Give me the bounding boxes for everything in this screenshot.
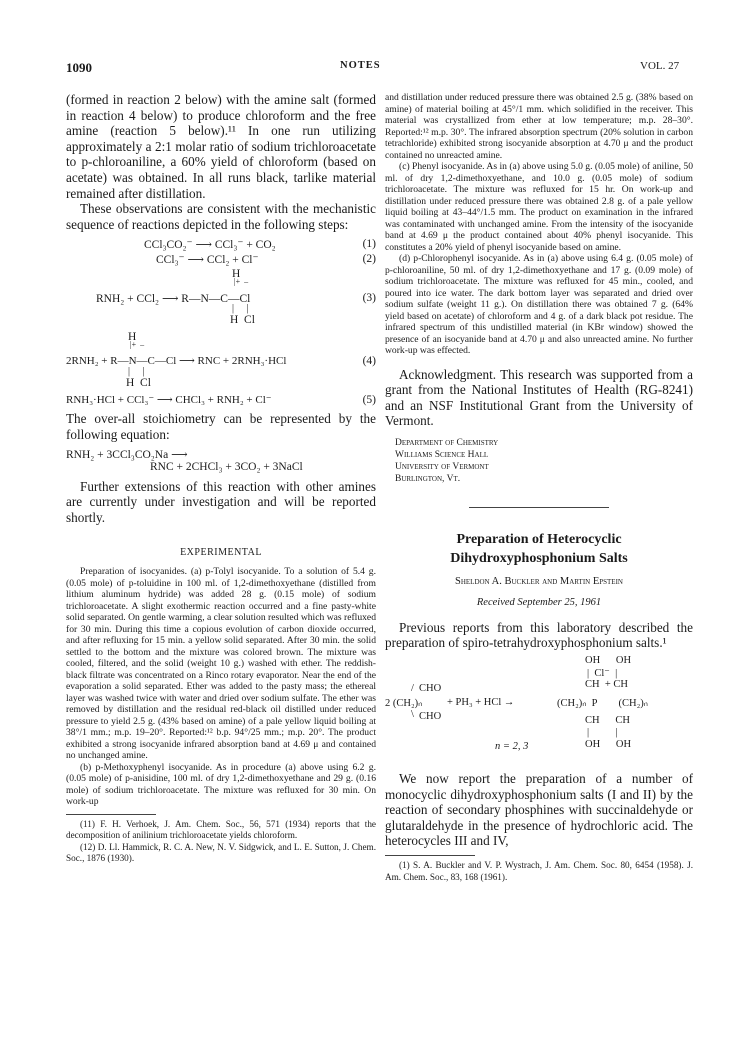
- authors: Sheldon A. Buckler and Martin Epstein: [455, 575, 623, 587]
- left-column: [66, 92, 376, 865]
- paragraph: Previous reports from this laboratory described the preparation of spiro-tetrahydroxyphosphonium salts.¹: [385, 619, 693, 651]
- footnote-12: (12) D. Ll. Hammick, R. C. A. New, N. V. Sidgwick, and L. E. Sutton, J. Chem. Soc., 1876 (1930).: [66, 841, 376, 864]
- paragraph: We now report the preparation of a number of monocyclic dihydroxyphosphonium salts (I and II) by the reaction of secondary phosphines with succinaldehyde or glutaraldehyde in the presence of hydrochloric acid. The heterocycles III and IV,: [385, 771, 693, 849]
- equation-3: RNH₂ + CCl₂ ⟶ R—N—C—Cl (3): [96, 291, 376, 305]
- experimental-paragraph: (c) Phenyl isocyanide. As in (a) above using 5.0 g. (0.05 mole) of aniline, 50 ml. of dry 1,2-dimethoxyethane, and 10.0 g. (0.05 mole) of sodium trichloroacetate. The mixture was refluxed for 15 hr. On work-up and distillation under reduced pressure there was obtained 2.8 g. of a pale yellow liquid boiling at 43–44°/1.5 mm. The product on examination in the infrared was contaminated with unchanged amine. From the intensity of the isocyanide band at 4.69 μ the product contained about 40% phenyl isocyanide. This constitutes a 20% yield of phenyl isocyanide based on amine.: [385, 161, 693, 253]
- paragraph: The over-all stoichiometry can be represented by the following equation:: [66, 411, 376, 442]
- received-date: Received September 25, 1961: [476, 596, 602, 608]
- right-column: [385, 92, 693, 883]
- experimental-paragraph: (b) p-Methoxyphenyl isocyanide. As in procedure (a) above using 6.2 g. (0.05 mole) of p-anisidine, 100 ml. of dry 1,2-dimethoxyethane and 29 g. (0.16 mole) of sodium trichloroacetate. The mixture was refluxed for 30 min. On work-up: [66, 761, 376, 808]
- volume-label: VOL. 27: [640, 60, 680, 72]
- article-title: Dihydroxyphosphonium Salts: [450, 550, 628, 566]
- paragraph: (formed in reaction 2 below) with the amine salt (formed in reaction 4 below) to produce chloroform and the free amine (reaction 5 below).¹¹ In one run utilizing approximately a 2:1 molar ratio of sodium trichloroacetate to p-chloroaniline, a 60% yield of chloroform (based on acetate) was obtained. In all runs black, tarlike material remained after distillation.: [66, 92, 376, 201]
- running-head: NOTES: [340, 60, 381, 71]
- equation-4: 2RNH₂ + R—N—C—Cl ⟶ RNC + 2RNH₃·HCl (4): [66, 354, 376, 368]
- affiliation: Department of Chemistry Williams Science Hall University of Vermont Burlington, Vt.: [395, 437, 499, 484]
- paragraph: These observations are consistent with the mechanistic sequence of reactions depicted in the following steps:: [66, 201, 376, 232]
- equation-2: CCl₃⁻ ⟶ CCl₂ + Cl⁻ (2): [156, 252, 376, 266]
- reaction-scheme: OH OH | Cl⁻ | CH + CH CHO / 2 (CH₂)ₙ + PH₃ + HCl → (CH₂)ₙ P (CH₂)ₙ \ CHO CH CH | | OH OH n = 2, 3: [385, 655, 648, 753]
- footnote-rule: [385, 855, 475, 856]
- overall-equation: RNH₂ + 3CCl₃CO₂Na ⟶ RNC + 2CHCl₃ + 3CO₂ + 3NaCl: [66, 448, 303, 473]
- reaction-scheme: CCl₃CO₂⁻ ⟶ CCl₃⁻ + CO₂ (1) CCl₃⁻ ⟶ CCl₂ + Cl⁻ (2) H |+ – RNH₂ + CCl₂ ⟶ R—N—C—Cl (3) | | H Cl H |+ – 2RNH₂ + R—N—C—Cl ⟶ RNC + 2RNH₃·HCl (4) | | H Cl RNH₃·HCl + CCl₃⁻ ⟶ CHCl₃ + RNH₂ + Cl⁻ (5): [66, 237, 376, 407]
- paragraph: Further extensions of this reaction with other amines are currently under investigation and will be reported shortly.: [66, 478, 376, 525]
- page-number: 1090: [66, 60, 92, 75]
- footnote-11: (11) F. H. Verhoek, J. Am. Chem. Soc., 56, 571 (1934) reports that the decomposition of anilinium trichloroacetate yields chloroform.: [66, 818, 376, 841]
- acknowledgment: Acknowledgment. This research was supported from a grant from the National Institutes of Health (RG-8241) and an NSF Institutional Grant from the University of Vermont.: [385, 366, 693, 429]
- experimental-paragraph: and distillation under reduced pressure there was obtained 2.5 g. (38% based on amine) of material boiling at 45°/1 mm. which solidified in the receiver. This material was crystallized from ether at low temperature; m.p. 28–30°. Reported:¹² m.p. 30°. The infrared absorption spectrum (20% solution in carbon tetrachloride) exhibited strong isocyanide absorption at 4.70 μ and the product contained no unreacted amine.: [385, 92, 693, 161]
- equation-1: CCl₃CO₂⁻ ⟶ CCl₃⁻ + CO₂ (1): [144, 237, 376, 251]
- experimental-paragraph: (d) p-Chlorophenyl isocyanide. As in (a) above using 6.4 g. (0.05 mole) of p-chloroaniline, 50 ml. of dry 1,2-dimethoxyethane and 17 g. (0.09 mole) of sodium trichloroacetate. The mixture was refluxed for 45 min., cooled, and poured into ice water. The dark bottom layer was separated and dried over sodium sulfate (weight 11 g.). On distillation there was obtained 7 g. (64% yield based on acetate) of chloroform and 4 g. of a dark black pot residue. The infrared spectrum of this undistilled material (in KBr window) showed the presence of an isocyanide band at 4.70 μ and also unreacted amine. No further work-up was effected.: [385, 253, 693, 356]
- footnote-rule: [66, 814, 156, 815]
- experimental-paragraph: Preparation of isocyanides. (a) p-Tolyl isocyanide. To a solution of 5.4 g. (0.05 mole) of p-toluidine in 100 ml. of 1,2-dimethoxyethane (distilled from lithium aluminum hydride) was added 28 g. (0.15 mole) of sodium trichloroacetate. A slight exothermic reaction occurred and a fine pasty-white solid separated. On gentle warming, a clear solution resulted which was refluxed for 30 min. During this time a copious evolution of carbon dioxide occurred, and after refluxing for 15 min. a yellow solid separated. After 30 min. the solid settled to the bottom and the mixture was colored brown. The mixture was cooled, filtered, and the solid (weight 10 g.) washed with ether. The reddish-black filtrate was concentrated on a Rinco rotary evaporator. Near the end of the evaporation a solid separated. Ether was added to the pasty mass; the ethereal layer was washed twice with water and dried over sodium sulfate. The ether was removed by distillation and the residual red-black oil distilled under reduced pressure to yield 2.5 g. (43% based on amine) of a pale yellow liquid boiling at 38°/1 mm.; m.p. 19–20°. Reported:¹² b.p. 94°/25 mm.; m.p. 20°. The product exhibited a strong isocyanide infrared absorption band at 4.69 μ and contained no unchanged amine.: [66, 566, 376, 762]
- article-title: Preparation of Heterocyclic: [456, 531, 622, 547]
- section-heading: EXPERIMENTAL: [180, 547, 262, 559]
- equation-5: RNH₃·HCl + CCl₃⁻ ⟶ CHCl₃ + RNH₂ + Cl⁻ (5): [66, 393, 376, 407]
- section-divider: [469, 507, 609, 508]
- footnote-1: (1) S. A. Buckler and V. P. Wystrach, J. Am. Chem. Soc. 80, 6454 (1958). J. Am. Chem. Soc., 83, 168 (1961).: [385, 860, 693, 882]
